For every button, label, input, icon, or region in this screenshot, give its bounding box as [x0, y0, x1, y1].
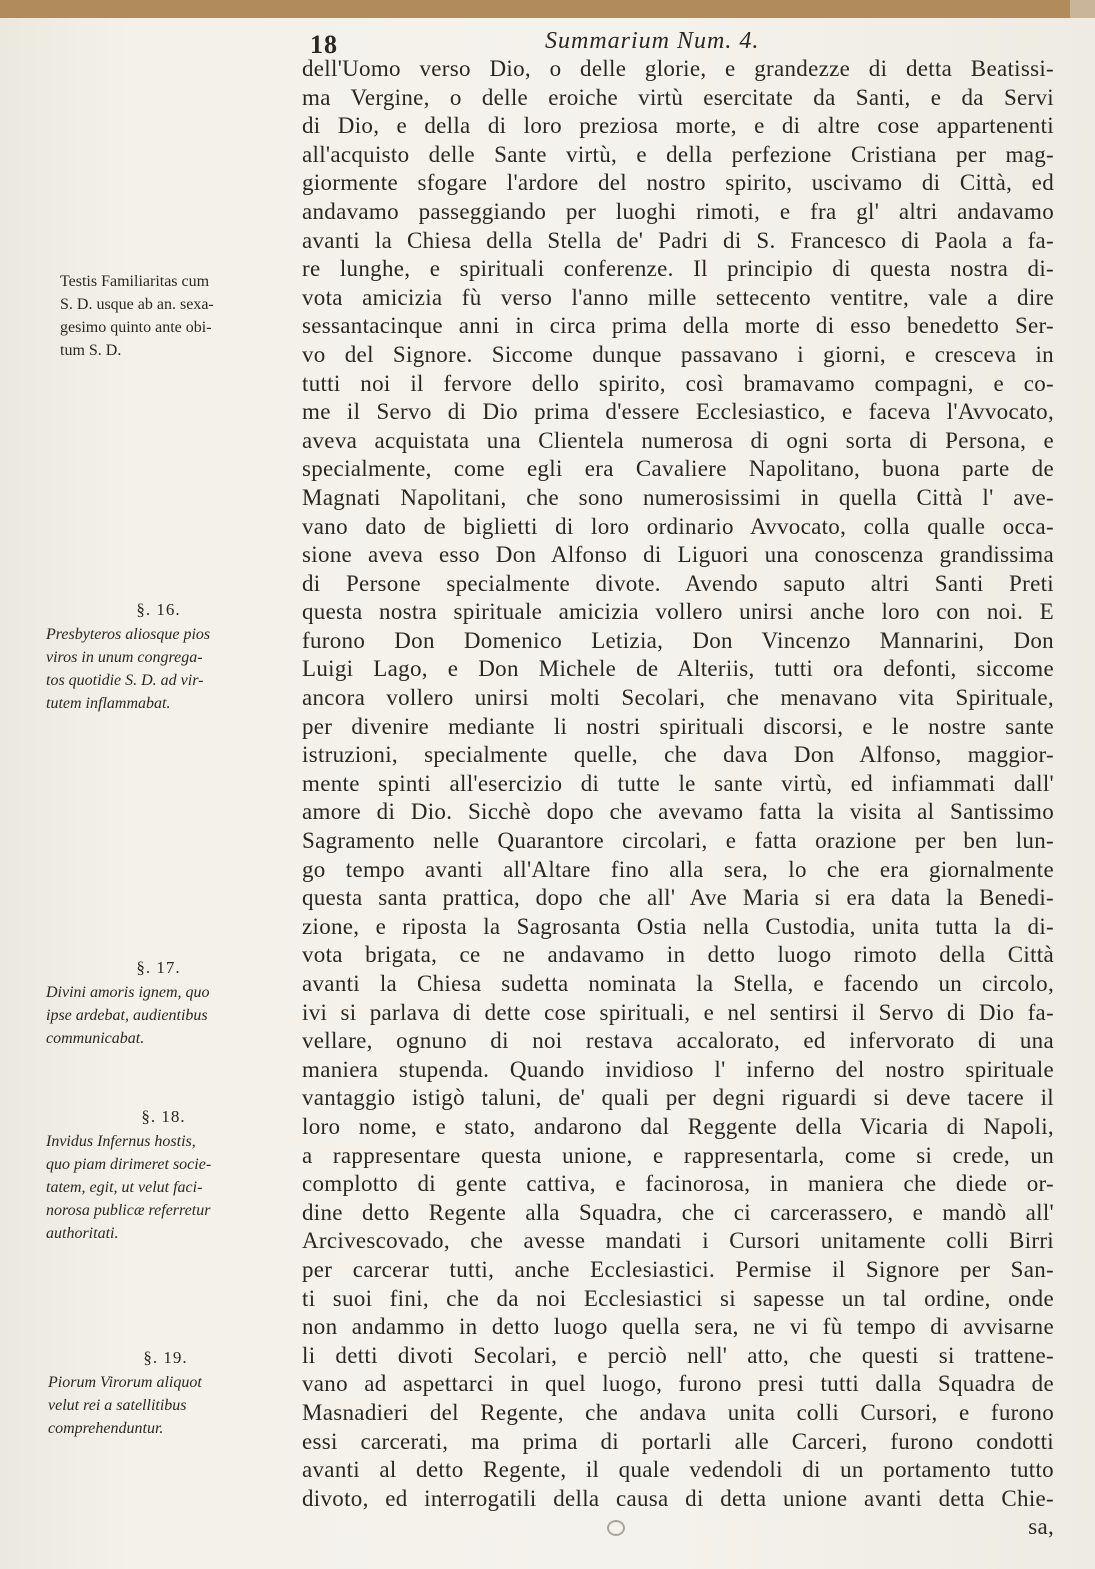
margin-note-testis [60, 270, 275, 362]
main-text-column [302, 55, 1054, 1542]
text-line: furono Don Domenico Letizia, Don Vincenzo Mannarini, Don [302, 627, 1054, 653]
section-mark: §. 17. [136, 958, 181, 977]
text-line: re lunghe, e spirituali conferenze. Il principio di questa nostra di- [302, 256, 1054, 282]
text-line: tutti noi il fervore dello spirito, così bramavamo compagni, e co- [302, 370, 1054, 396]
text-line: per divenire mediante li nostri spirituali discorsi, e le nostre sante [302, 713, 1054, 739]
margin-note-16 [46, 598, 271, 715]
text-line: me il Servo di Dio prima d'essere Ecclesiastico, e faceva l'Avvocato, [302, 399, 1054, 425]
text-line: Arcivescovado, che avesse mandati i Cursori unitamente colli Birri [302, 1228, 1054, 1254]
text-line: istruzioni, specialmente quelle, che dava Don Alfonso, maggior- [302, 742, 1054, 768]
margin-note-line: velut rei a satellitibus [48, 1397, 187, 1414]
margin-note-line: authoritati. [46, 1225, 119, 1242]
margin-note-line: tos quotidie S. D. ad vir- [46, 672, 204, 689]
text-line: mente spinti all'esercizio di tutte le sante virtù, ed infiammati dall' [302, 770, 1054, 796]
margin-note-line: Testis Familiaritas cum [60, 273, 210, 290]
text-line: essi carcerati, ma prima di portarli alle Carceri, furono condotti [302, 1428, 1054, 1454]
text-line: Masnadieri del Regente, che andava unita colli Cursori, e furono [302, 1399, 1054, 1425]
ink-blot [607, 1520, 625, 1536]
text-line: giormente sfogare l'ardore del nostro spirito, uscivamo di Città, ed [302, 170, 1054, 196]
text-line: questa santa prattica, dopo che all' Ave Maria si era data la Benedi- [302, 885, 1054, 911]
text-line: loro nome, e stato, andarono dal Reggente della Vicaria di Napoli, [302, 1113, 1054, 1139]
text-line: vota brigata, ce ne andavamo in detto luogo rimoto della Città [302, 942, 1054, 968]
text-line: di Persone specialmente divote. Avendo saputo altri Santi Preti [302, 570, 1054, 596]
text-line: andavamo passeggiando per luoghi rimoti, e fra gl' altri andavamo [302, 198, 1054, 224]
text-line: di Dio, e della di loro preziosa morte, e di altre cose appartenenti [302, 113, 1054, 139]
margin-note-line: tutem inflammabat. [46, 695, 171, 712]
margin-note-line: Invidus Infernus hostis, [46, 1133, 196, 1150]
text-line: amore di Dio. Sicchè dopo che avevamo fatta la visita al Santissimo [302, 799, 1054, 825]
text-line: questa nostra spirituale amicizia vollero unirsi anche loro con noi. E [302, 599, 1054, 625]
text-line: avanti la Chiesa sudetta nominata la Stella, e facendo un circolo, [302, 971, 1054, 996]
margin-note-line: quo piam dirimeret socie- [46, 1156, 212, 1173]
margin-note-18 [46, 1105, 281, 1245]
text-line: vo del Signore. Siccome dunque passavano i giorni, e cresceva in [302, 341, 1054, 367]
text-line: complotto di gente cattiva, e facinorosa, in maniera che diede or- [302, 1171, 1054, 1197]
section-mark: §. 18. [141, 1107, 186, 1126]
margin-note-line: comprehenduntur. [48, 1420, 164, 1437]
text-line: per carcerar tutti, anche Ecclesiastici. Permise il Signore per San- [302, 1256, 1054, 1282]
text-line: Luigi Lago, e Don Michele de Alteriis, tutti ora defonti, siccome [302, 656, 1054, 682]
text-line: vano dato de biglietti di loro ordinario Avvocato, colla qualle occa- [302, 513, 1054, 539]
margin-note-line: tatem, egit, ut velut faci- [46, 1179, 203, 1196]
text-line: sa, [1028, 1514, 1054, 1540]
text-line: vota amicizia fù verso l'anno mille settecento ventitre, vale a dire [302, 284, 1054, 310]
text-line: ivi si parlava di dette cose spirituali, e nel sentirsi il Servo di Dio fa- [302, 999, 1054, 1025]
text-line: sione aveva esso Don Alfonso di Liguori una conoscenza grandissima [302, 542, 1054, 568]
running-head: Summarium Num. 4. [545, 28, 760, 54]
text-line: aveva acquistata una Clientela numerosa di ogni sorta di Persona, e [302, 427, 1054, 453]
margin-note-line: norosa publicæ referretur [46, 1202, 211, 1219]
section-mark: §. 19. [143, 1348, 188, 1367]
text-line: ti suoi fini, che da noi Ecclesiastici si sapesse un tal ordine, onde [302, 1285, 1054, 1311]
text-line: all'acquisto delle Sante virtù, e della perfezione Cristiana per mag- [302, 141, 1054, 167]
page-number: 18 [310, 30, 338, 59]
text-line: sessantacinque anni in circa prima della morte di esso benedetto Ser- [302, 313, 1054, 339]
margin-note-line: Piorum Virorum aliquot [48, 1374, 202, 1391]
margin-note-line: Divini amoris ignem, quo [46, 984, 210, 1001]
text-line: non andammo in detto luogo quella sera, ne vi fù tempo di avvisarne [302, 1314, 1054, 1340]
text-line: Magnati Napolitani, che sono numerosissimi in quella Città l' ave- [302, 484, 1054, 510]
text-line: zione, e riposta la Sagrosanta Ostia nella Custodia, unita tutta la di- [302, 913, 1054, 939]
text-line: specialmente, come egli era Cavaliere Napolitano, buona parte de [302, 456, 1054, 482]
text-line: ancora vollero unirsi molti Secolari, che menavano vita Spirituale, [302, 685, 1054, 711]
text-line: go tempo avanti all'Altare fino alla sera, lo che era giornalmente [302, 856, 1054, 882]
text-line: vellare, ognuno di noi restava accalorato, ed infervorato di una [302, 1028, 1054, 1054]
margin-note-line: gesimo quinto ante obi- [60, 319, 212, 336]
text-line: li detti divoti Secolari, e perciò nell' atto, che questi si trattene- [302, 1342, 1054, 1368]
text-line: a rappresentare questa unione, e rappresentarla, come si crede, un [302, 1142, 1054, 1168]
margin-note-line: Presbyteros aliosque pios [46, 626, 211, 643]
margin-note-19 [48, 1346, 283, 1440]
text-line: maniera stupenda. Quando invidioso l' inferno del nostro spirituale [302, 1056, 1054, 1082]
margin-note-line: ipse ardebat, audientibus [46, 1007, 208, 1024]
text-line: dine detto Regente alla Squadra, che ci carcerassero, e mandò all' [302, 1199, 1054, 1225]
margin-note-line: S. D. usque ab an. sexa- [60, 296, 214, 313]
text-line: Sagramento nelle Quarantore circolari, e fatta orazione per ben lun- [302, 828, 1054, 854]
text-line: ma Vergine, o delle eroiche virtù esercitate da Santi, e da Servi [302, 84, 1054, 110]
section-mark: §. 16. [136, 600, 181, 619]
text-line: vantaggio istigò taluni, de' quali per degni riguardi si deve tacere il [302, 1085, 1054, 1111]
text-line: vano ad aspettarci in quel luogo, furono presi tutti dalla Squadra de [302, 1371, 1054, 1397]
margin-note-17 [46, 956, 271, 1050]
text-line: divoto, ed interrogatili della causa di detta unione avanti detta Chie- [302, 1485, 1054, 1511]
text-line: avanti la Chiesa della Stella de' Padri di S. Francesco di Paola a fa- [302, 227, 1054, 253]
scan-border [0, 0, 1095, 20]
margin-note-line: tum S. D. [60, 342, 122, 359]
text-line: dell'Uomo verso Dio, o delle glorie, e grandezze di detta Beatissi- [302, 56, 1054, 81]
text-line: avanti al detto Regente, il quale vedendoli di un portamento tutto [302, 1457, 1054, 1483]
margin-note-line: viros in unum congrega- [46, 649, 203, 666]
margin-note-line: communicabat. [46, 1030, 145, 1047]
